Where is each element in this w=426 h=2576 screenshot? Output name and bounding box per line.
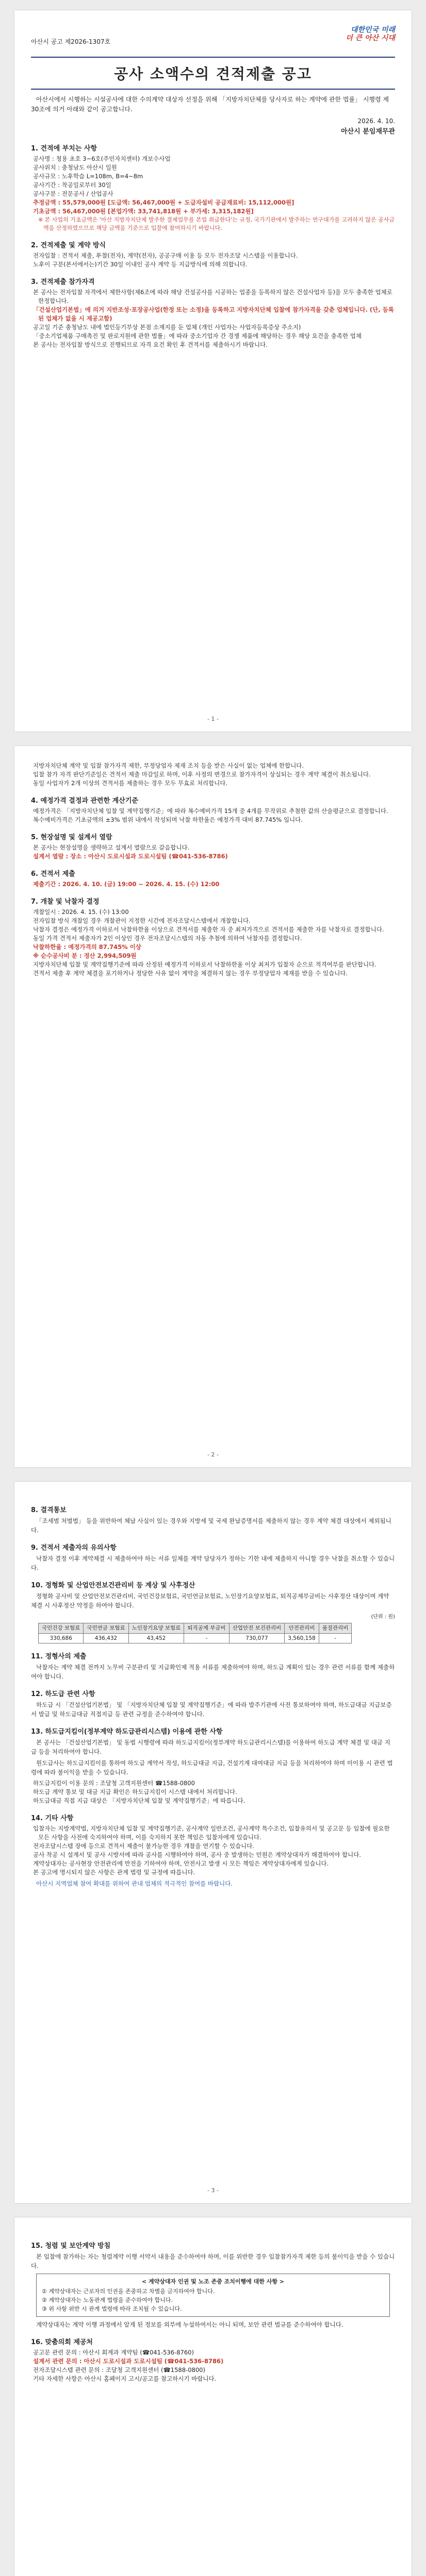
section-16-title: 16. 맞춤의회 제공처 [31,2338,93,2346]
table-header: 안전관리비 [285,1623,319,1634]
section-4-title: 4. 예정가격 결정과 관련한 계산기준 [31,797,138,805]
list-item: 계약상대자는 공사현장 안전관리에 만전을 기하여야 하며, 안전사고 발생 시 모든 책임은 계약상대자에게 있습니다. [33,1860,329,1867]
section-13-title: 13. 하도급지킴이(정부계약 하도급관리시스템) 이용에 관한 사항 [31,1728,223,1736]
list-item: 공사기간 : 착공일로부터 30일 [33,181,111,189]
list-item: 공사 착공 시 설계서 및 공사 시방서에 따라 공사를 시행하여야 하며, 공사 중 발생하는 민원은 계약상대자가 해결하여야 합니다. [33,1851,362,1858]
table-header: 산업안전 보건관리비 [229,1623,285,1634]
list-item: 기타 자세한 사항은 아산시 홈페이지 고시/공고를 참고하시기 바랍니다. [33,2375,217,2382]
list-item: 하도급지킴이 이용 문의 : 조달청 고객지원센터 ☎1588-0800 [33,1780,195,1787]
section-12-title: 12. 하도급 관련 사항 [31,1690,95,1698]
section-6-title: 6. 견적서 제출 [31,870,75,878]
section-11-title: 11. 정형사의 제출 [31,1653,87,1660]
page-title: 공사 소액수의 견적제출 공고 [114,65,312,82]
list-item: 지방자치단체 입찰 및 계약집행기준에 따라 산정된 예정가격 이하로서 낙찰하한율 이상 최저가 입찰자 순으로 적격여부를 판단합니다. [33,961,376,968]
document-page-2 [14,746,412,1467]
table-row [39,1634,352,1643]
section-8-text: 「조세범 처벌법」 등을 위반하여 체납 사실이 있는 경우와 지방세 및 국세 완납증명서를 제출하지 않는 경우 계약 체결 대상에서 제외됩니다. [31,1517,391,1534]
table-unit: (단위 : 원) [371,1614,395,1620]
section-8-title: 8. 결격통보 [31,1506,67,1514]
insurance-table [38,1623,352,1643]
table-header-row [39,1623,352,1634]
list-item: 공사명 : 청용 초호 3~6호(주민자치센터) 개보수사업 [33,155,171,162]
list-item: 낙찰하한율 : 예정가격의 87.745% 이상 [33,943,141,951]
list-item: 추정금액 : 55,579,000원 [도급액: 56,467,000원 + 도급자설비 공급재료비: 15,112,000원] [33,199,294,206]
slogan-line1: 대한민국 미래 [350,26,395,34]
page-number: - 2 - [207,1451,219,1458]
table-header: 국민건강 보험료 [39,1623,84,1634]
box-item: ① 계약상대자는 근로자의 인권을 존중하고 차별을 금지하여야 합니다. [42,2288,215,2295]
section-7-title: 7. 개찰 및 낙찰자 결정 [31,898,100,906]
notice-number: 아산시 공고 제2026-1307호 [31,38,111,45]
list-item: 개찰일시 : 2026. 4. 15. (수) 13:00 [33,908,129,916]
table-cell: 330,686 [39,1634,84,1643]
list-item: 공고문 관련 문의 : 아산시 회계과 계약팀 (☎041-536-8760) [33,2349,194,2356]
table-cell: 730,077 [229,1634,285,1643]
highlight-text: 아산시 지역업체 참여 확대를 위하여 관내 업체의 적극적인 참여를 바랍니다. [36,1880,233,1887]
section-10-title: 10. 정형화 및 산업안전보건관리비 등 계상 및 사후정산 [31,1582,195,1589]
list-item: 전자조달시스템 장애 등으로 견적서 제출이 불가능한 경우 개찰을 연기할 수 있습니다. [33,1842,255,1850]
section-9-text: 낙찰자 결정 이후 계약체결 시 제출하여야 하는 서류 일체를 계약 담당자가 정하는 기한 내에 제출하지 아니할 경우 낙찰을 취소할 수 있습니다. [31,1555,395,1571]
list-item: 전자조달시스템 관련 문의 : 조달청 고객지원센터 (☎1588-0800) [33,2366,205,2374]
document-page-3 [14,1482,412,2203]
list-item: 동일 가격 견적서 제출자가 2인 이상인 경우 전자조달시스템의 자동 추첨에 의하여 낙찰자를 결정합니다. [33,935,302,942]
list-item: 입찰 참가 자격 판단기준일은 견적서 제출 마감일로 하며, 이후 사정의 변경으로 참가자격이 상실되는 경우 계약 체결이 취소됩니다. [33,771,371,778]
list-item: 「중소기업제품 구매촉진 및 판로지원에 관한 법률」에 따라 중소기업자 간 경쟁 제품에 해당하는 경우 해당 요건을 충족한 업체 [33,332,362,340]
document-page-4 [14,2217,412,2576]
list-item: 낙찰자 결정은 예정가격 이하로서 낙찰하한율 이상으로 견적서를 제출한 자 중 최저가격으로 견적서를 제출한 자를 낙찰자로 결정합니다. [33,926,384,933]
list-item: 본 공고에 명시되지 않은 사항은 관계 법령 및 규정에 따릅니다. [33,1869,195,1876]
list-item: 입찰자는 지방계약법, 지방자치단체 입찰 및 계약집행기준, 공사계약 일반조건, 공사계약 특수조건, 입찰유의서 및 공고문 등 입찰에 필요한 모든 사항을 사전에 숙지하여야 하며, 이를 숙지하지 못한 책임은 입찰자에게 있습니다. [33,1825,390,1841]
page-number: - 1 - [207,716,219,722]
list-item: 지방자치단체 계약 및 입찰 참가자격 제한, 부정당업자 제재 조치 등을 받은 사실이 없는 업체에 한합니다. [33,762,304,769]
list-item: 설계서 열람 : 장소 : 아산시 도로시설과 도로시설팀 (☎041-536-8786) [33,853,228,860]
list-item: 전자입찰 : 견적서 제출, 투찰(전자), 계약(전자), 공공구매 이용 등 모두 전자조달 시스템을 이용합니다. [33,252,298,259]
list-item: 설계서 관련 문의 : 아산시 도로시설과 도로시설팀 (☎041-536-8786) [33,2358,224,2365]
section-13b-text: 원도급사는 하도급지킴이를 통하여 하도급 계약서 작성, 하도급대금 지급, 건설기계 대여대금 지급 등을 처리하여야 하며 미이용 시 관련 법령에 따라 불이익을 받을 수 있습니다. [31,1759,393,1776]
list-item: 전자입찰 방식 개찰일 경우 개찰관이 지정한 시간에 전자조달시스템에서 개찰합니다. [33,917,251,924]
table-header: 퇴직공제 부금비 [184,1623,229,1634]
table-cell: 3,560,158 [285,1634,319,1643]
box-title: < 계약상대자 인권 및 노조 존중 조치이행에 대한 사항 > [141,2278,285,2285]
section-9-title: 9. 견적서 제출자의 유의사항 [31,1544,117,1552]
section-12-text: 하도급 시 「건설산업기본법」 및 「지방자치단체 입찰 및 계약집행기준」에 따라 발주기관에 사전 통보하여야 하며, 하도급대금 지급보증서 발급 및 하도급대금 직접지급 등 관련 규정을 준수하여야 합니다. [31,1701,392,1718]
table-cell: - [319,1634,352,1643]
list-item: 동일 사업자가 2개 이상의 견적서를 제출하는 경우 모두 무효로 처리합니다. [33,779,228,787]
section-10-text: 정형화 공사비 및 산업안전보건관리비, 국민건강보험료, 국민연금보험료, 노인장기요양보험료, 퇴직공제부금비는 사후정산 대상이며 계약 체결 시 사후정산 약정을 하여야 합니다. [31,1592,389,1609]
list-item: 본 공사는 현장설명을 생략하고 설계서 열람으로 갈음합니다. [33,844,190,851]
list-item: 견적서 제출 후 계약 체결을 포기하거나 정당한 사유 없이 계약을 체결하지 않는 경우 부정당업자 제재를 받을 수 있습니다. [33,970,348,977]
section-2-title: 2. 견적제출 및 계약 방식 [31,242,106,249]
table-cell: 43,452 [128,1634,184,1643]
list-item: 하도급 계약 통보 및 대금 지급 확인은 하도급지킴이 시스템 내에서 처리합니다. [33,1788,237,1795]
page-number: - 3 - [207,2187,219,2194]
table-header: 국민연금 보험료 [84,1623,128,1634]
list-item: 본 공사는 전자입찰 자격에서 제한사항(제6조에 따라 해당 건설공사를 시공하는 업종을 등록하지 않은 건설사업자 등)을 모두 충족한 업체로 한정합니다. [33,289,392,304]
section-1-title: 1. 견적에 부치는 사항 [31,145,97,152]
intro-text: 아산시에서 시행하는 시설공사에 대한 수의계약 대상자 선정을 위해 「지방자치단체를 당사자로 하는 계약에 관한 법률」 시행령 제30조에 의거 아래와 같이 공고합니다. [31,96,389,113]
list-item: 예정가격은 「지방자치단체 입찰 및 계약집행기준」에 따라 복수예비가격 15개 중 4개를 무작위로 추첨한 값의 산술평균으로 결정합니다. [33,807,388,815]
section-11-text: 낙찰자는 계약 체결 전까지 노무비 구분관리 및 지급확인제 적용 서류를 제출하여야 하며, 하도급 계획이 있는 경우 관련 서류를 함께 제출하여야 합니다. [31,1664,395,1680]
section-15-text: 본 입찰에 참가하는 자는 청렴계약 이행 서약서 내용을 준수하여야 하며, 이를 위반한 경우 입찰참가자격 제한 등의 불이익을 받을 수 있습니다. [31,2253,395,2269]
box-item: ③ 위 사항 위반 시 관계 법령에 따라 조치될 수 있습니다. [42,2306,182,2312]
section-13-text: 본 공사는 「건설산업기본법」 및 동법 시행령에 따라 하도급지킴이(정부계약 하도급관리시스템)를 이용하여 하도급 계약 체결 및 대금 지급 등을 처리하여야 합니다. [31,1739,390,1755]
table-cell: - [184,1634,229,1643]
list-item: 복수예비가격은 기초금액의 ±3% 범위 내에서 작성되며 낙찰 하한율은 예정가격 대비 87.745% 입니다. [33,816,303,823]
city-slogan-logo [318,26,395,42]
list-item: 하도급대금 직접 지급 대상은 「지방자치단체 입찰 및 계약집행기준」에 따릅니다. [33,1797,245,1804]
section-15-title: 15. 청렴 및 보안계약 방침 [31,2242,111,2250]
list-item: 「건설산업기본법」에 의거 지반조성·포장공사업(한정 또는 소정)을 등록하고 지방자치단체 입찰에 참가자격을 갖춘 업체입니다. (단, 등록된 업체가 없을 시 재공고함) [33,306,394,322]
list-item: 공고일 기준 충청남도 내에 법인등기부상 본점 소재지를 둔 업체 (개인 사업자는 사업자등록증상 주소지) [33,324,301,331]
document-page-1 [14,10,412,732]
section-14-title: 14. 기타 사항 [31,1815,74,1822]
list-item: 기초금액 : 56,467,000원 [본업가액: 33,741,818원 + 부가세: 3,315,182원] [33,208,254,215]
section-3-title: 3. 견적제출 참가자격 [31,278,95,286]
list-item: ※ 순수공사비 분 : 정산 2,994,509원 [33,952,137,959]
list-item: 제출기간 : 2026. 4. 10. (금) 19:00 ~ 2026. 4. 15. (수) 12:00 [33,880,220,888]
list-item: 공사구분 : 전문공사 / 산업공사 [33,190,113,197]
agency-name: 아산시 분임재무관 [341,128,395,135]
list-item: 본 공사는 전자입찰 방식으로 진행되므로 자격 요건 확인 후 견적서를 제출하시기 바랍니다. [33,341,268,348]
box-item: ② 계약상대자는 노동관계 법령을 준수하여야 합니다. [42,2297,173,2303]
table-header: 노인장기요양 보험료 [128,1623,184,1634]
section-5-title: 5. 현장설명 및 설계서 열람 [31,834,112,841]
table-cell: 436,432 [84,1634,128,1643]
list-item: 노후이 구분(본서에서는)기간 30일 이내인 공사 계약 등 지급방식에 의해 의합니다. [33,261,248,268]
slogan-line2: 더 큰 아산 시대 [346,34,395,42]
list-item: 공사규모 : 노후학습 L=108m, B=4~8m [33,173,143,180]
notice-date: 2026. 4. 10. [357,117,395,125]
note-text: ※ 본 사업의 기초금액은 '아산 지방자치단체 발주한 결제업무를 본업 취급한다'는 규정, 국가기관에서 발주하는 연구대가를 고려하지 않은 공사금액을 산정하였으므로 해당 금액을 기준으로 입찰에 참여하시기 바랍니다. [38,216,395,231]
human-rights-box [36,2274,390,2317]
list-item: 공사위치 : 충청남도 아산시 일원 [33,164,117,171]
table-header: 품질관리비 [319,1623,352,1634]
section-15-text2: 계약상대자는 계약 이행 과정에서 알게 된 정보를 외부에 누설하여서는 아니 되며, 보안 관련 법규를 준수하여야 합니다. [36,2321,343,2328]
